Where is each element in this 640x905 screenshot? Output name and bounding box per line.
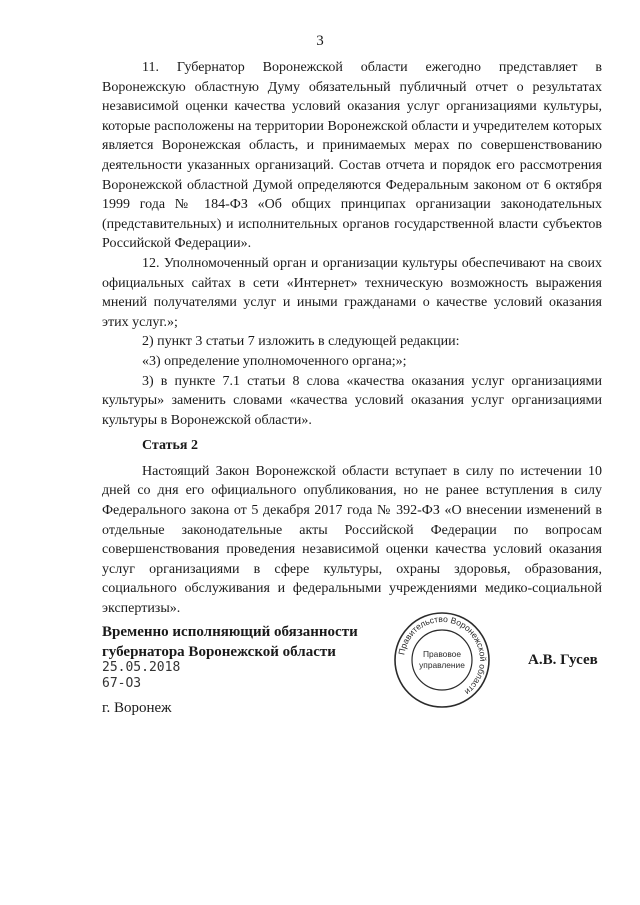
city: г. Воронеж <box>102 700 172 716</box>
signature-number: 67-ОЗ <box>102 676 142 691</box>
paragraph-11: 11. Губернатор Воронежской области ежегодно представляет в Воронежскую областную Думу обязательный публичный отчет о результатах независимой оценки качества условий оказания услуг организациями культуры, которые расположены на территории Воронежской области и учредителем которых является Воронежская область, и принимаемых мерах по совершенствованию деятельности указанных организаций. Состав отчета и порядок его рассмотрения Воронежской областной Думой определяются Федеральным законом от 6 октября 1999 года № 184-ФЗ «Об общих принципах организации законодательных (представительных) и исполнительных органов государственной власти субъектов Российской Федерации». <box>102 60 602 252</box>
stamp-icon <box>392 610 492 710</box>
signature-title-line2: губернатора Воронежской области <box>102 644 336 660</box>
stamp-inner-line2: управление <box>419 660 465 670</box>
paragraph-12: 12. Уполномоченный орган и организации культуры обеспечивают на своих официальных сайтах в сети «Интернет» техническую возможность выражения мнений получателями услуг и иными гражданами о качестве условий оказания этих услуг.»; <box>102 255 602 330</box>
paragraph-point-2: 2) пункт 3 статьи 7 изложить в следующей редакции: <box>142 334 460 350</box>
stamp-outer-text: Правительство Воронежской области <box>396 613 489 698</box>
paragraph-point-3-text: «3) определение уполномоченного органа;»; <box>142 353 407 369</box>
paragraph-point-3: 3) в пункте 7.1 статьи 8 слова «качества оказания услуг организациями культуры» заменить словами «качества условий оказания услуг организациями культуры в Воронежской области». <box>102 373 602 428</box>
signature-meta <box>102 660 180 692</box>
signature-title <box>102 622 358 662</box>
signatory-name: А.В. Гусев <box>528 652 598 668</box>
article-2-text: Настоящий Закон Воронежской области вступает в силу по истечении 10 дней со дня его официального опубликования, но не ранее вступления в силу Федерального закона от 5 декабря 2017 года № 392-ФЗ «О внесении изменений в отдельные законодательные акты Российской Федерации по вопросам совершенствования проведения независимой оценки качества условий оказания услуг организациями в сфере культуры, охраны здоровья, образования, социального обслуживания и федеральными учреждениями медико-социальной экспертизы». <box>102 463 602 617</box>
stamp-inner-line1: Правовое <box>422 649 462 659</box>
document-body <box>102 58 602 619</box>
signature-title-line1: Временно исполняющий обязанности <box>102 624 358 640</box>
signature-date: 25.05.2018 <box>102 660 181 675</box>
page-number: 3 <box>316 33 324 49</box>
article-heading: Статья 2 <box>142 438 198 454</box>
